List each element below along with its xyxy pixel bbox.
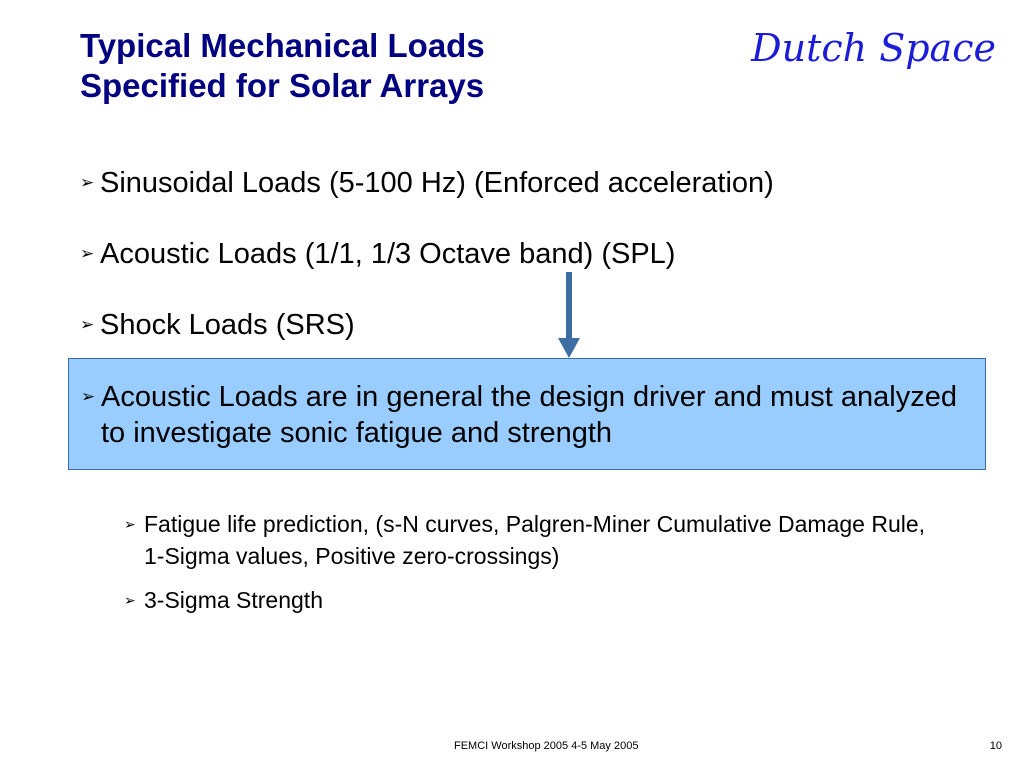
title-line-1: Typical Mechanical Loads xyxy=(80,27,485,64)
bullet-text: Sinusoidal Loads (5-100 Hz) (Enforced acceleration) xyxy=(100,167,774,199)
arrowhead-bullet-icon: ➢ xyxy=(80,315,95,334)
page-number: 10 xyxy=(989,740,1002,752)
arrowhead-bullet-icon: ➢ xyxy=(124,516,136,532)
bullet-item xyxy=(80,236,675,272)
arrowhead-bullet-icon: ➢ xyxy=(80,244,95,263)
footer-text: FEMCI Workshop 2005 4-5 May 2005 xyxy=(454,740,639,752)
arrowhead-bullet-icon: ➢ xyxy=(81,387,96,406)
arrow-head xyxy=(558,338,580,358)
bullet-text: Acoustic Loads (1/1, 1/3 Octave band) (SPL) xyxy=(100,238,676,270)
down-arrow-icon xyxy=(556,272,582,360)
arrow-shaft xyxy=(566,272,572,340)
bullet-text: Shock Loads (SRS) xyxy=(100,309,355,341)
sub-bullet-item xyxy=(124,584,323,616)
bullet-item xyxy=(80,307,355,343)
highlight-bullet xyxy=(81,379,971,451)
dutch-space-logo: Dutch Space xyxy=(751,26,996,70)
sub-bullet-text: Fatigue life prediction, (s-N curves, Palgren-Miner Cumulative Damage Rule, 1-Sigma values, Positive zero-crossings) xyxy=(144,511,926,569)
sub-bullet-item xyxy=(124,508,944,572)
slide-title xyxy=(80,26,640,106)
highlight-text: Acoustic Loads are in general the design driver and must analyzed to investigate sonic fatigue and strength xyxy=(101,381,958,449)
title-line-2: Specified for Solar Arrays xyxy=(80,67,485,104)
arrowhead-bullet-icon: ➢ xyxy=(80,173,95,192)
arrowhead-bullet-icon: ➢ xyxy=(124,592,136,608)
highlight-box xyxy=(68,358,986,470)
sub-bullet-text: 3-Sigma Strength xyxy=(144,587,323,613)
bullet-item xyxy=(80,165,774,201)
